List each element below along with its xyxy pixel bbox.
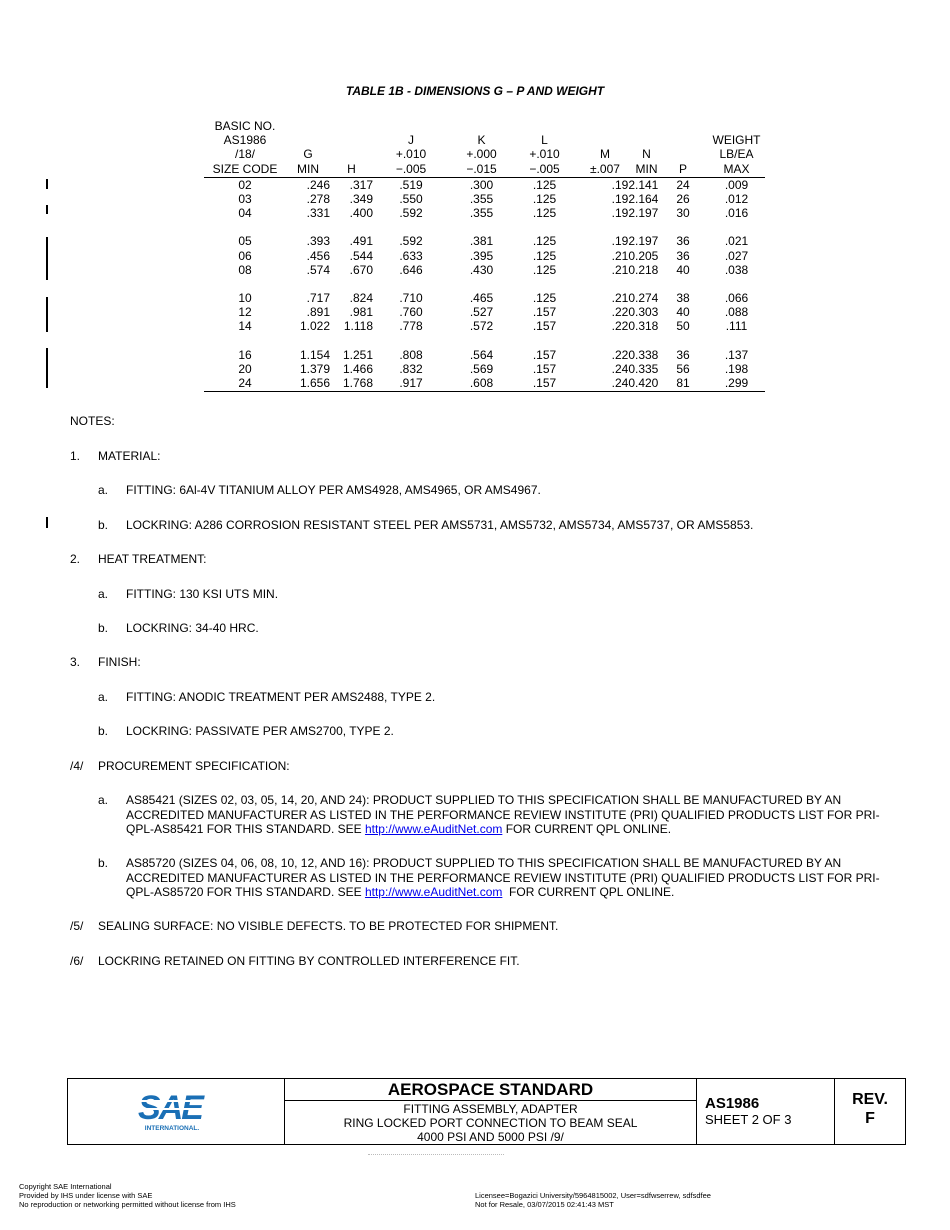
table-cell: .240 <box>575 376 635 392</box>
header-k: K +.000 −.015 <box>449 119 514 177</box>
table-cell: .299 <box>708 376 765 392</box>
table-cell: 1.656 <box>286 376 330 392</box>
revision-cell <box>835 1079 905 1144</box>
table-cell: .564 <box>469 347 494 362</box>
table-cell: .456 <box>306 248 330 263</box>
note-4b-text: AS85720 (SIZES 04, 06, 08, 10, 12, AND 16): PRODUCT SUPPLIED TO THIS SPECIFICATION SHALL BE MANUFACTURED BY AN ACCREDITED MANUFACTURER AS LISTED IN THE PERFORMANCE REVIEW INSTITUTE (PRI) QUALIFIED PRODUCTS LIST FOR PRI-QPL-AS85720 FOR THIS STANDARD. SEE http://www.eAuditNet.com FOR CURRENT QPL ONLINE. <box>126 856 880 899</box>
table-cell: .824 <box>349 291 373 306</box>
table-cell: .338 <box>635 347 659 362</box>
table-cell: .710 <box>399 291 423 306</box>
table-cell: .778 <box>399 319 423 334</box>
table-cell: .430 <box>469 262 494 277</box>
revision-bar <box>46 517 48 528</box>
note-4-text: PROCUREMENT SPECIFICATION: <box>98 759 290 773</box>
table-row <box>204 319 765 333</box>
table-cell: .317 <box>349 177 373 192</box>
note-3a-letter: a. <box>98 690 109 704</box>
table-cell: .592 <box>399 206 423 221</box>
table-cell: .832 <box>399 361 423 376</box>
table-row <box>204 249 765 263</box>
table-cell: .197 <box>635 234 659 249</box>
title-block <box>67 1078 906 1145</box>
note-2b-text: LOCKRING: 34-40 HRC. <box>126 621 259 635</box>
table-cell: .917 <box>373 376 449 392</box>
table-cell: .760 <box>399 305 423 320</box>
title-line-3: 4000 PSI AND 5000 PSI /9/ <box>417 1130 564 1144</box>
table-cell: .192 <box>611 177 635 192</box>
table-cell: 40 <box>676 305 690 320</box>
table-cell: .274 <box>635 291 659 306</box>
table-cell: 12 <box>238 305 252 320</box>
table-header-row <box>204 119 765 177</box>
table-cell: .981 <box>349 305 373 320</box>
table-cell: .278 <box>306 192 330 207</box>
table-cell: 1.251 <box>342 347 373 362</box>
table-cell: 36 <box>676 234 690 249</box>
table-cell: .465 <box>469 291 494 306</box>
table-cell: .210 <box>611 248 635 263</box>
header-j: J +.010 −.005 <box>373 119 449 177</box>
table-cell: .303 <box>635 305 659 320</box>
table-row <box>204 206 765 220</box>
table-cell: .420 <box>635 376 659 391</box>
table-cell: .349 <box>349 192 373 207</box>
note-1b-letter: b. <box>98 518 109 532</box>
table-row <box>204 305 765 319</box>
table-cell: .027 <box>724 248 749 263</box>
table-cell: 24 <box>204 376 286 392</box>
revision-bar <box>46 348 48 388</box>
document-number-cell <box>697 1079 835 1144</box>
table-cell: .519 <box>399 177 423 192</box>
table-cell: .355 <box>469 192 494 207</box>
note-5-number: /5/ <box>70 919 84 933</box>
table-cell: 40 <box>676 262 690 277</box>
table-cell: 1.118 <box>343 319 373 334</box>
table-row <box>204 277 765 305</box>
table-cell: 06 <box>238 248 252 263</box>
table-cell: .157 <box>532 361 557 376</box>
header-n: N MIN <box>635 119 658 177</box>
table-cell: .574 <box>306 262 330 277</box>
table-cell: .157 <box>532 305 557 320</box>
table-cell: .111 <box>725 319 748 334</box>
table-cell: .544 <box>349 248 373 263</box>
table-cell: .210 <box>611 262 635 277</box>
table-cell: .400 <box>349 206 373 221</box>
note-3-text: FINISH: <box>98 655 141 669</box>
note-3b-letter: b. <box>98 724 109 738</box>
table-cell: 03 <box>238 192 252 207</box>
table-cell: 81 <box>658 376 708 392</box>
table-cell: .717 <box>306 291 330 306</box>
table-cell: .009 <box>724 177 749 192</box>
table-cell: .210 <box>611 291 635 306</box>
title-block-description <box>285 1079 697 1144</box>
table-cell: 30 <box>676 206 690 221</box>
table-cell: .395 <box>469 248 494 263</box>
note-3-number: 3. <box>70 655 81 669</box>
table-row <box>204 334 765 362</box>
notes-heading: NOTES: <box>70 414 115 428</box>
header-g: G MIN <box>286 119 330 177</box>
note-1b-text: LOCKRING: A286 CORROSION RESISTANT STEEL PER AMS5731, AMS5732, AMS5734, AMS5737, OR AMS5853. <box>126 518 754 532</box>
table-row <box>204 362 765 376</box>
table-cell: .646 <box>399 262 423 277</box>
table-row <box>204 192 765 206</box>
table-cell: 14 <box>238 319 252 334</box>
table-row <box>204 220 765 248</box>
table-cell: .192 <box>611 206 635 221</box>
note-2b-letter: b. <box>98 621 109 635</box>
table-cell: 1.022 <box>299 319 330 334</box>
note-6-number: /6/ <box>70 954 84 968</box>
note-6-text: LOCKRING RETAINED ON FITTING BY CONTROLLED INTERFERENCE FIT. <box>98 954 520 968</box>
revision-bar <box>46 237 48 280</box>
table-cell: .355 <box>469 206 494 221</box>
note-4a-text: AS85421 (SIZES 02, 03, 05, 14, 20, AND 24): PRODUCT SUPPLIED TO THIS SPECIFICATION SHALL BE MANUFACTURED BY AN ACCREDITED MANUFACTURER AS LISTED IN THE PERFORMANCE REVIEW INSTITUTE (PRI) QUALIFIED PRODUCTS LIST FOR PRI-QPL-AS85421 FOR THIS STANDARD. SEE http://www.eAuditNet.com FOR CURRENT QPL ONLINE. <box>126 793 880 836</box>
header-h: H <box>330 119 373 177</box>
table-cell: .125 <box>532 177 557 192</box>
table-cell: .088 <box>724 305 749 320</box>
table-cell: .125 <box>532 234 557 249</box>
title-line-1: FITTING ASSEMBLY, ADAPTER <box>403 1102 578 1116</box>
table-cell: .318 <box>635 319 659 334</box>
table-cell: 04 <box>238 206 252 221</box>
table-cell: .192 <box>611 192 635 207</box>
note-3a-text: FITTING: ANODIC TREATMENT PER AMS2488, TYPE 2. <box>126 690 436 704</box>
table-cell: .192 <box>611 234 635 249</box>
table-cell: .198 <box>724 361 749 376</box>
table-cell: .808 <box>399 347 423 362</box>
table-cell: 26 <box>676 192 690 207</box>
table-cell: 08 <box>238 262 252 277</box>
header-p: P <box>658 119 708 177</box>
revision-bar <box>46 297 48 332</box>
table-row <box>204 177 765 192</box>
table-cell: .125 <box>532 291 557 306</box>
table-cell: .157 <box>514 376 575 392</box>
footer-right: Licensee=Bogazici University/5964815002, User=sdfwserrew, sdfsdfee Not for Resale, 03/07/2015 02:41:43 MST <box>475 1191 711 1209</box>
sae-logo-text: SAE <box>138 1089 202 1127</box>
table-cell: .550 <box>399 192 423 207</box>
note-2a-text: FITTING: 130 KSI UTS MIN. <box>126 587 279 601</box>
table-cell: 38 <box>676 291 690 306</box>
note-1a-letter: a. <box>98 483 109 497</box>
table-cell: 56 <box>676 361 690 376</box>
table-cell: 24 <box>676 177 690 192</box>
header-m: M ±.007 <box>575 119 635 177</box>
table-cell: .527 <box>469 305 494 320</box>
header-l: L +.010 −.005 <box>514 119 575 177</box>
note-3b-text: LOCKRING: PASSIVATE PER AMS2700, TYPE 2. <box>126 724 394 738</box>
note-4-number: /4/ <box>70 759 84 773</box>
table-cell: 10 <box>238 291 252 306</box>
note-1-number: 1. <box>70 449 81 463</box>
note-2a-letter: a. <box>98 587 109 601</box>
revision-bar <box>46 179 48 189</box>
revision-label: REV. <box>852 1091 888 1108</box>
table-cell: 1.379 <box>299 361 330 376</box>
table-cell: .572 <box>469 319 494 334</box>
table-cell: .066 <box>724 291 749 306</box>
table-cell: .246 <box>306 177 330 192</box>
document-number: AS1986 <box>705 1095 760 1112</box>
sae-logo <box>68 1079 285 1144</box>
revision-value: F <box>865 1110 875 1127</box>
table-cell: .125 <box>532 262 557 277</box>
note-2-text: HEAT TREATMENT: <box>98 552 207 566</box>
table-cell: .021 <box>724 234 749 249</box>
table-cell: .393 <box>306 234 330 249</box>
table-cell: .016 <box>724 206 749 221</box>
table-cell: 1.768 <box>330 376 373 392</box>
table-cell: 16 <box>238 347 252 362</box>
table-cell: .038 <box>724 262 749 277</box>
table-cell: .125 <box>532 192 557 207</box>
table-cell: .331 <box>306 206 330 221</box>
table-cell: .220 <box>611 347 635 362</box>
note-1-text: MATERIAL: <box>98 449 161 463</box>
dimensions-table <box>204 119 765 392</box>
table-cell: .205 <box>635 248 659 263</box>
table-cell: .608 <box>449 376 514 392</box>
table-cell: .197 <box>635 206 659 221</box>
note-2-number: 2. <box>70 552 81 566</box>
table-cell: 36 <box>676 248 690 263</box>
standard-heading: AEROSPACE STANDARD <box>285 1079 696 1101</box>
table-cell: .012 <box>724 192 749 207</box>
faint-divider <box>368 1154 504 1155</box>
table-cell: .137 <box>724 347 749 362</box>
eauditnet-link[interactable]: http://www.eAuditNet.com <box>364 822 503 836</box>
table-cell: .218 <box>635 262 659 277</box>
sheet-number: SHEET 2 OF 3 <box>705 1112 792 1127</box>
table-cell: 20 <box>238 361 252 376</box>
header-basic: BASIC NO. AS1986 /18/ SIZE CODE <box>204 119 286 177</box>
sae-logo-subtext: INTERNATIONAL. <box>144 1125 200 1132</box>
table-cell: .670 <box>349 262 373 277</box>
table-cell: .240 <box>611 361 635 376</box>
header-weight: WEIGHT LB/EA MAX <box>708 119 765 177</box>
table-cell: .220 <box>611 319 635 334</box>
table-cell: 36 <box>676 347 690 362</box>
table-cell: .491 <box>349 234 373 249</box>
table-cell: .220 <box>611 305 635 320</box>
table-cell: 05 <box>238 234 252 249</box>
eauditnet-link[interactable]: http://www.eAuditNet.com <box>364 885 503 899</box>
table-row <box>204 263 765 277</box>
note-1a-text: FITTING: 6Al-4V TITANIUM ALLOY PER AMS4928, AMS4965, OR AMS4967. <box>126 483 541 497</box>
table-cell: 50 <box>676 319 690 334</box>
table-cell: .125 <box>532 206 557 221</box>
footer-left: Copyright SAE International Provided by IHS under license with SAE No reproduction or networking permitted without license from IHS <box>19 1182 236 1209</box>
note-4a-letter: a. <box>98 793 109 807</box>
table-cell: 1.466 <box>342 361 373 376</box>
table-cell: .592 <box>399 234 423 249</box>
revision-bar <box>46 205 48 214</box>
table-cell: .569 <box>469 361 494 376</box>
table-row <box>204 376 765 392</box>
table-cell: .141 <box>635 177 659 192</box>
table-cell: .335 <box>635 361 659 376</box>
note-4b-letter: b. <box>98 856 109 870</box>
table-cell: 02 <box>238 177 252 192</box>
table-cell: .157 <box>532 347 557 362</box>
table-cell: .125 <box>532 248 557 263</box>
table-cell: 1.154 <box>299 347 330 362</box>
table-cell: .633 <box>399 248 423 263</box>
table-cell: .157 <box>532 319 557 334</box>
title-line-2: RING LOCKED PORT CONNECTION TO BEAM SEAL <box>343 1116 638 1130</box>
table-cell: .381 <box>469 234 494 249</box>
note-5-text: SEALING SURFACE: NO VISIBLE DEFECTS. TO BE PROTECTED FOR SHIPMENT. <box>98 919 559 933</box>
table-cell: .164 <box>635 192 659 207</box>
table-cell: .300 <box>469 177 494 192</box>
table-cell: .891 <box>306 305 330 320</box>
table-title: TABLE 1B - DIMENSIONS G – P AND WEIGHT <box>345 84 605 98</box>
